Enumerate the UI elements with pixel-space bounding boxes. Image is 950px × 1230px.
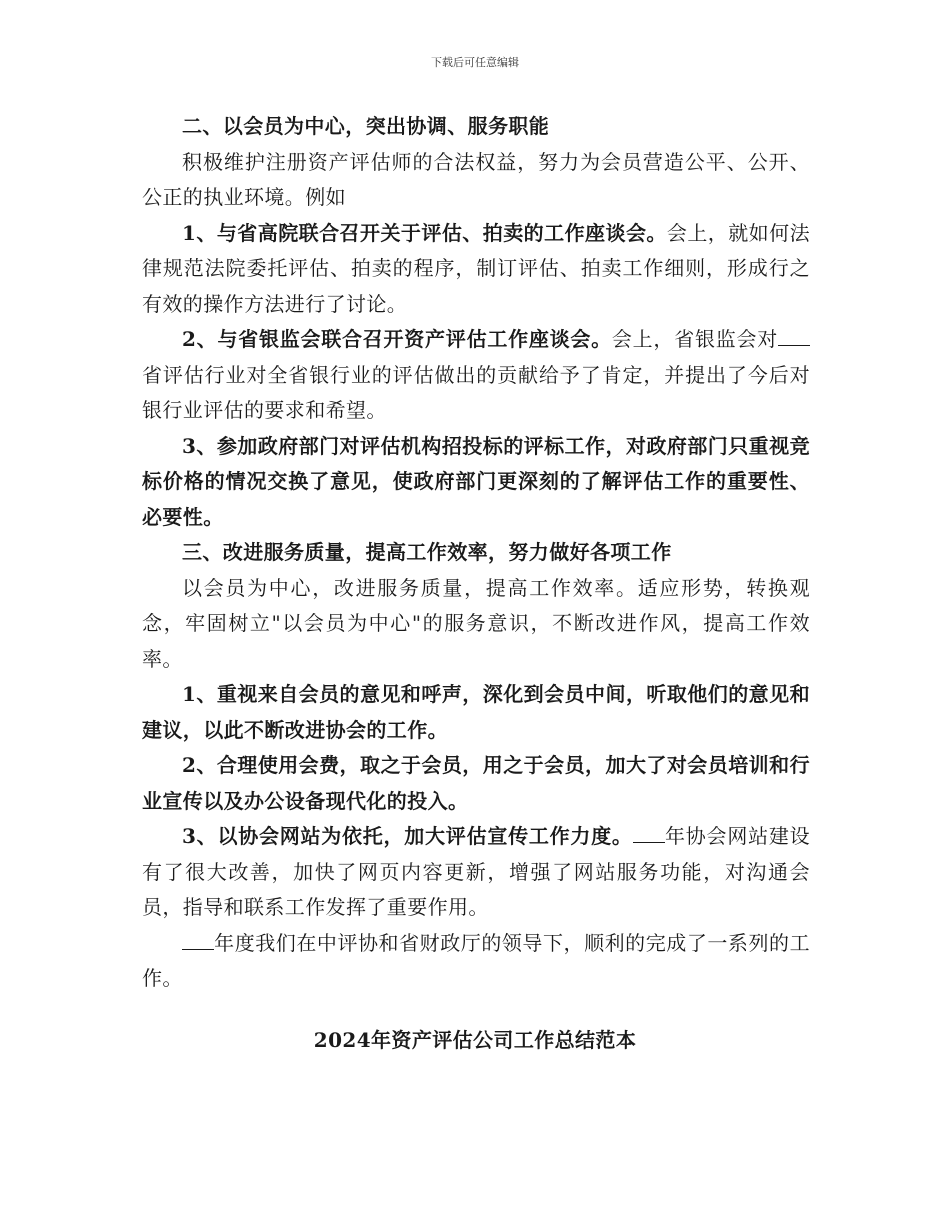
next-document-title: 2024年资产评估公司工作总结范本 [313,1028,637,1052]
page-header: 下载后可任意编辑 [431,56,519,69]
section2-item-1-lead: 1、与省高院联合召开关于评估、拍卖的工作座谈会。 [182,220,667,245]
section2-item-2-text-a: 会上，省银监会对 [611,327,778,351]
blank-line [633,824,665,843]
section-heading-3: 三、改进服务质量，提高工作效率，努力做好各项工作 [182,540,672,564]
blank-line [182,931,214,950]
section2-item-2-text-b: 省评估行业对全省银行业的评估做出的贡献给予了肯定，并提出了今后对银行业评估的要求和希望。 [142,362,810,422]
document-body [142,109,810,997]
section2-item-2 [142,322,810,429]
closing-paragraph [142,926,810,997]
section3-item-2: 2、合理使用会费，取之于会员，用之于会员，加大了对会员培训和行业宣传以及办公设备现代化的投入。 [142,753,810,813]
section3-item-3-lead: 3、以协会网站为依托，加大评估宣传工作力度。 [182,824,633,848]
blank-line [778,327,810,346]
section-heading-2: 二、以会员为中心，突出协调、服务职能 [182,114,550,138]
section3-item-1: 1、重视来自会员的意见和呼声，深化到会员中间，听取他们的意见和建议，以此不断改进协会的工作。 [142,682,810,742]
section2-intro: 积极维护注册资产评估师的合法权益，努力为会员营造公平、公开、公正的执业环境。例如 [142,149,810,209]
section3-item-3-text: 年协会网站建设有了很大改善，加快了网页内容更新，增强了网站服务功能，对沟通会员，指导和联系工作发挥了重要作用。 [142,824,810,919]
closing-text: 年度我们在中评协和省财政厅的领导下，顺利的完成了一系列的工作。 [142,930,810,990]
section2-item-1-text: 会上，就如何法律规范法院委托评估、拍卖的程序，制订评估、拍卖工作细则，形成行之有效的操作方法进行了讨论。 [142,220,810,316]
section2-item-3: 3、参加政府部门对评估机构招投标的评标工作，对政府部门只重视竞标价格的情况交换了意见，使政府部门更深刻的了解评估工作的重要性、必要性。 [142,433,810,529]
section2-item-2-lead: 2、与省银监会联合召开资产评估工作座谈会。 [182,327,612,351]
section3-item-3 [142,819,810,926]
section2-item-1 [142,216,810,323]
section3-intro: 以会员为中心，改进服务质量，提高工作效率。适应形势，转换观念，牢固树立"以会员为中心"的服务意识，不断改进作风，提高工作效率。 [142,575,810,671]
